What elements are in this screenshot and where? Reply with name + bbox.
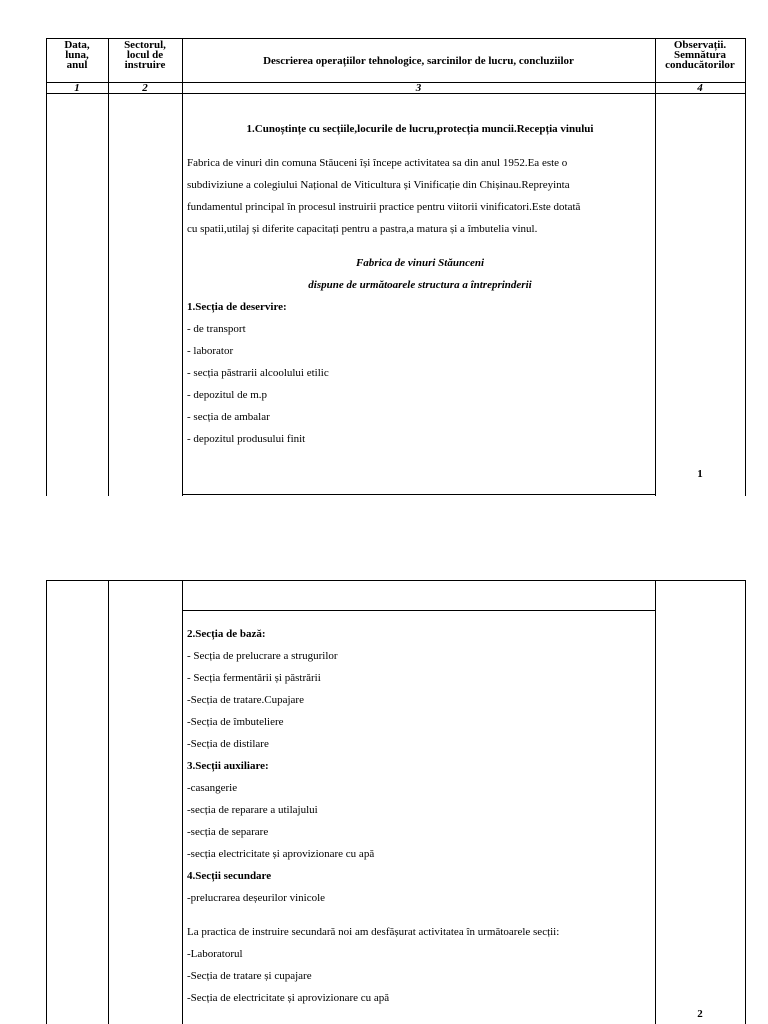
list-item: -secția de reparare a utilajului xyxy=(187,804,318,816)
header-observations xyxy=(655,40,745,70)
list-item: -casangerie xyxy=(187,782,238,794)
table-divider-1 xyxy=(108,38,109,496)
header-sector-line: locul de xyxy=(126,49,164,61)
header-sector xyxy=(108,40,182,70)
header-observations-line: conducătorilor xyxy=(665,59,735,71)
list-item: -Secția de distilare xyxy=(187,738,269,750)
list-item: -Laboratorul xyxy=(187,948,243,960)
header-date xyxy=(46,40,108,70)
list-item: - de transport xyxy=(187,323,246,335)
table-border-right xyxy=(745,38,746,496)
intro-line: fundamentul principal în procesul instruirii practice pentru viitorii vinificatori.Este dotată xyxy=(187,201,581,213)
list-item: - Secția de prelucrare a strugurilor xyxy=(187,650,338,662)
section-title: 3.Secții auxiliare: xyxy=(187,760,269,772)
section-title: 4.Secții secundare xyxy=(187,870,272,882)
column-number-1: 1 xyxy=(74,82,80,94)
page-1 xyxy=(46,38,746,496)
table-divider-1 xyxy=(108,580,109,1024)
content-top-border xyxy=(182,610,656,611)
page-2-content xyxy=(187,623,653,1009)
list-item: -prelucrarea deșeurilor vinicole xyxy=(187,892,326,904)
section-title: 1.Secția de deservire: xyxy=(187,301,287,313)
column-number-3: 3 xyxy=(415,82,422,94)
number-row-separator xyxy=(46,93,746,94)
column-number-4: 4 xyxy=(697,82,703,94)
list-item: - laborator xyxy=(187,345,234,357)
table-divider-3 xyxy=(655,580,656,1024)
header-description: Descrierea operațiilor tehnologice, sarcinilor de lucru, concluziilor xyxy=(263,55,574,67)
list-item: - depozitul produsului finit xyxy=(187,433,306,445)
list-item: - Secția fermentării și păstrării xyxy=(187,672,321,684)
header-date-line: luna, xyxy=(65,49,89,61)
header-observations-line: Observații. xyxy=(673,39,727,51)
list-item: - secția păstrarii alcoolului etilic xyxy=(187,367,329,379)
header-date-line: anul xyxy=(66,59,88,71)
table-border-left xyxy=(46,580,47,1024)
list-item: -Secția de tratare și cupajare xyxy=(187,970,312,982)
header-observations-line: Semnătura xyxy=(674,49,726,61)
list-item: -Secția de electricitate și aprovizionare cu apă xyxy=(187,992,390,1004)
paragraph: La practica de instruire secundară noi am desfășurat activitatea în următoarele secții: xyxy=(187,926,560,938)
header-sector-line: Sectorul, xyxy=(124,39,166,51)
intro-line: subdiviziune a colegiului Național de Viticultura și Vinificație din Chișinau.Repreyinta xyxy=(187,179,570,191)
table-border-right xyxy=(745,580,746,1024)
content-bottom-border xyxy=(182,494,656,495)
page-number: 1 xyxy=(697,468,703,480)
header-date-line: Data, xyxy=(64,39,90,51)
list-item: -secția de separare xyxy=(187,826,269,838)
table-divider-2 xyxy=(182,38,183,496)
section-heading: 1.Cunoștințe cu secțiile,locurile de lucru,protecția muncii.Recepția vinului xyxy=(246,123,594,135)
page-1-content xyxy=(187,118,653,450)
table-divider-3 xyxy=(655,38,656,496)
list-item: -Secția de îmbuteliere xyxy=(187,716,284,728)
list-item: - depozitul de m.p xyxy=(187,389,268,401)
intro-line: Fabrica de vinuri din comuna Stăuceni își începe activitatea sa din anul 1952.Ea este o xyxy=(187,157,568,169)
subtitle: Fabrica de vinuri Stăunceni xyxy=(355,257,485,269)
list-item: - secția de ambalar xyxy=(187,411,270,423)
header-sector-line: instruire xyxy=(124,59,166,71)
intro-line: cu spatii,utilaj și diferite capacitați pentru a pastra,a matura și a îmbutelia vinul. xyxy=(187,223,538,235)
list-item: -secția electricitate și aprovizionare cu apă xyxy=(187,848,375,860)
table-border-left xyxy=(46,38,47,496)
table-divider-2 xyxy=(182,580,183,1024)
section-title: 2.Secția de bază: xyxy=(187,628,266,640)
page-2 xyxy=(46,580,746,1024)
column-number-2: 2 xyxy=(142,82,148,94)
list-item: -Secția de tratare.Cupajare xyxy=(187,694,304,706)
subtitle: dispune de următoarele structura a întreprinderii xyxy=(308,279,532,291)
page-number: 2 xyxy=(697,1008,703,1020)
table-border-top xyxy=(46,580,746,581)
